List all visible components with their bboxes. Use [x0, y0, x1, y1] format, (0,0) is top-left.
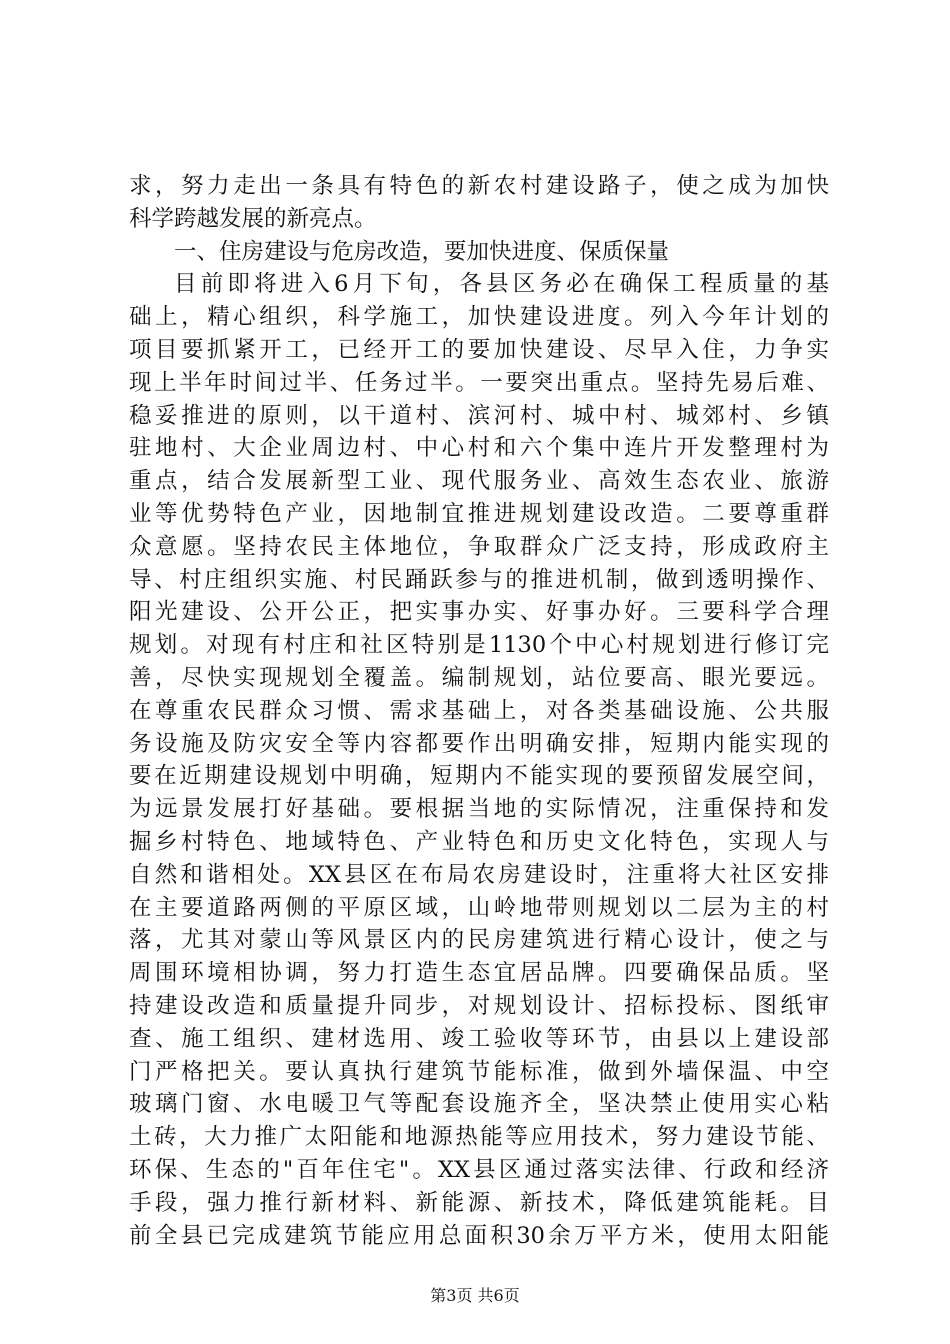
text-line: 为远景发展打好基础。要根据当地的实际情况，注重保持和发: [129, 796, 829, 823]
text-line: 在尊重农民群众习惯、需求基础上，对各类基础设施、公共服: [129, 697, 829, 724]
text-line: 础上，精心组织，科学施工，加快建设进度。列入今年计划的: [129, 304, 829, 331]
text-line: 导、村庄组织实施、村民踊跃参与的推进机制，做到透明操作、: [129, 566, 829, 593]
text-line: 众意愿。坚持农民主体地位，争取群众广泛支持，形成政府主: [129, 533, 829, 560]
text-line: 规划。对现有村庄和社区特别是1130个中心村规划进行修订完: [129, 632, 829, 659]
text-line: 玻璃门窗、水电暖卫气等配套设施齐全，坚决禁止使用实心粘: [129, 1091, 829, 1118]
text-line: 门严格把关。要认真执行建筑节能标准，做到外墙保温、中空: [129, 1058, 829, 1085]
text-line: 目前即将进入6月下旬，各县区务必在确保工程质量的基: [174, 271, 829, 298]
text-line: 环保、生态的"百年住宅"。XX县区通过落实法律、行政和经济: [129, 1156, 829, 1183]
text-line: 持建设改造和质量提升同步，对规划设计、招标投标、图纸审: [129, 992, 829, 1019]
text-line: 善，尽快实现规划全覆盖。编制规划，站位要高、眼光要远。: [129, 664, 829, 691]
text-line: 自然和谐相处。XX县区在布局农房建设时，注重将大社区安排: [129, 861, 829, 888]
text-line: 查、施工组织、建材选用、竣工验收等环节，由县以上建设部: [129, 1025, 829, 1052]
text-line: 掘乡村特色、地域特色、产业特色和历史文化特色，实现人与: [129, 828, 829, 855]
page-footer: [0, 1283, 950, 1306]
text-line: 阳光建设、公开公正，把实事办实、好事办好。三要科学合理: [129, 599, 829, 626]
text-line: 要在近期建设规划中明确，短期内不能实现的要预留发展空间，: [129, 763, 829, 790]
text-line: 前全县已完成建筑节能应用总面积30余万平方米，使用太阳能: [129, 1222, 829, 1249]
page-number: 第3页 共6页: [430, 1286, 520, 1305]
text-line: 现上半年时间过半、任务过半。一要突出重点。坚持先易后难、: [129, 369, 829, 396]
text-line: 业等优势特色产业，因地制宜推进规划建设改造。二要尊重群: [129, 500, 829, 527]
text-line: 驻地村、大企业周边村、中心村和六个集中连片开发整理村为: [129, 435, 829, 462]
text-line: 土砖，大力推广太阳能和地源热能等应用技术，努力建设节能、: [129, 1124, 829, 1151]
text-line: 重点，结合发展新型工业、现代服务业、高效生态农业、旅游: [129, 468, 829, 495]
text-line: 务设施及防灾安全等内容都要作出明确安排，短期内能实现的: [129, 730, 829, 757]
text-line: 科学跨越发展的新亮点。: [129, 205, 377, 232]
text-line: 项目要抓紧开工，已经开工的要加快建设、尽早入住，力争实: [129, 336, 829, 363]
section-heading: 一、住房建设与危房改造，要加快进度、保质保量: [174, 238, 670, 265]
text-line: 周围环境相协调，努力打造生态宜居品牌。四要确保品质。坚: [129, 960, 829, 987]
text-line: 落，尤其对蒙山等风景区内的民房建筑进行精心设计，使之与: [129, 927, 829, 954]
text-line: 稳妥推进的原则，以干道村、滨河村、城中村、城郊村、乡镇: [129, 402, 829, 429]
text-line: 在主要道路两侧的平原区域，山岭地带则规划以二层为主的村: [129, 894, 829, 921]
body-text: [129, 170, 829, 1252]
text-line: 求，努力走出一条具有特色的新农村建设路子，使之成为加快: [129, 173, 829, 199]
text-line: 手段，强力推行新材料、新能源、新技术，降低建筑能耗。目: [129, 1189, 829, 1216]
